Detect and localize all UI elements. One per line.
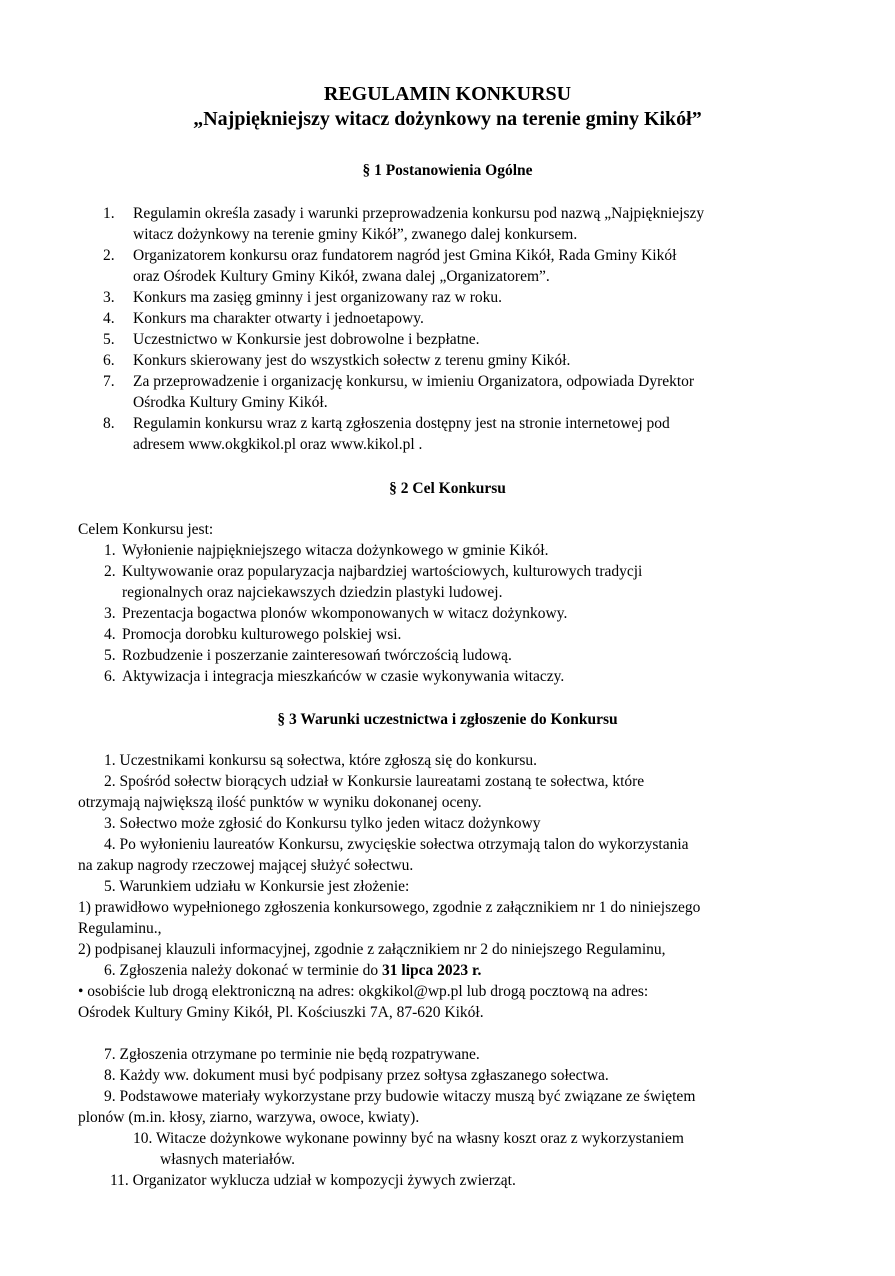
- paragraph-line: 8. Każdy ww. dokument musi być podpisany przez sołtysa zgłaszanego sołectwa.: [104, 1067, 609, 1084]
- list-item: oraz Ośrodek Kultury Gminy Kikół, zwana dalej „Organizatorem”.: [133, 268, 550, 285]
- paragraph-line: plonów (m.in. kłosy, ziarno, warzywa, owoce, kwiaty).: [78, 1109, 420, 1126]
- deadline-text: 6. Zgłoszenia należy dokonać w terminie do: [104, 962, 383, 979]
- list-item-number: 6.: [104, 668, 116, 685]
- list-item: Organizatorem konkursu oraz fundatorem nagród jest Gmina Kikół, Rada Gminy Kikół: [133, 247, 677, 264]
- paragraph-line: 5. Warunkiem udziału w Konkursie jest złożenie:: [104, 878, 410, 895]
- paragraph-line: 9. Podstawowe materiały wykorzystane przy budowie witaczy muszą być związane ze świętem: [104, 1088, 696, 1105]
- list-item: Kultywowanie oraz popularyzacja najbardziej wartościowych, kulturowych tradycji: [122, 563, 643, 580]
- deadline-line: [104, 960, 481, 981]
- paragraph-line: 3. Sołectwo może zgłosić do Konkursu tylko jeden witacz dożynkowy: [104, 815, 541, 832]
- paragraph-line: 7. Zgłoszenia otrzymane po terminie nie będą rozpatrywane.: [104, 1046, 480, 1063]
- paragraph-line: 2) podpisanej klauzuli informacyjnej, zgodnie z załącznikiem nr 2 do niniejszego Regulaminu,: [78, 941, 666, 958]
- deadline-date: 31 lipca 2023 r.: [382, 962, 482, 979]
- list-item: Konkurs ma zasięg gminny i jest organizowany raz w roku.: [133, 289, 503, 306]
- list-item: Aktywizacja i integracja mieszkańców w czasie wykonywania witaczy.: [122, 668, 565, 685]
- paragraph-line: 10. Witacze dożynkowe wykonane powinny być na własny koszt oraz z wykorzystaniem: [133, 1130, 684, 1147]
- paragraph-line: • osobiście lub drogą elektroniczną na adres: okgkikol@wp.pl lub drogą pocztową na adres:: [78, 983, 649, 1000]
- paragraph-line: 11. Organizator wyklucza udział w kompozycji żywych zwierząt.: [110, 1172, 516, 1189]
- list-item: Promocja dorobku kulturowego polskiej wsi.: [122, 626, 402, 643]
- list-item-number: 2.: [103, 247, 115, 264]
- list-item: adresem www.okgkikol.pl oraz www.kikol.pl .: [133, 436, 423, 453]
- list-item-number: 5.: [104, 647, 116, 664]
- paragraph-line: Ośrodek Kultury Gminy Kikół, Pl. Kościuszki 7A, 87-620 Kikół.: [78, 1004, 484, 1021]
- paragraph-line: otrzymają największą ilość punktów w wyniku dokonanej oceny.: [78, 794, 482, 811]
- list-item-number: 8.: [103, 415, 115, 432]
- paragraph-line: 4. Po wyłonieniu laureatów Konkursu, zwycięskie sołectwa otrzymają talon do wykorzystania: [104, 836, 689, 853]
- document-title: REGULAMIN KONKURSU: [323, 83, 572, 105]
- paragraph-line: 1) prawidłowo wypełnionego zgłoszenia konkursowego, zgodnie z załącznikiem nr 1 do niniejszego: [78, 899, 701, 916]
- paragraph-line: własnych materiałów.: [160, 1151, 296, 1168]
- section-1-heading: § 1 Postanowienia Ogólne: [362, 162, 533, 179]
- list-item: Regulamin konkursu wraz z kartą zgłoszenia dostępny jest na stronie internetowej pod: [133, 415, 670, 432]
- list-item: Konkurs skierowany jest do wszystkich sołectw z terenu gminy Kikół.: [133, 352, 571, 369]
- list-item-number: 3.: [103, 289, 115, 306]
- section-2-heading: § 2 Cel Konkursu: [389, 480, 506, 497]
- paragraph-line: 2. Spośród sołectw biorących udział w Konkursie laureatami zostaną te sołectwa, które: [104, 773, 645, 790]
- list-item: Za przeprowadzenie i organizację konkursu, w imieniu Organizatora, odpowiada Dyrektor: [133, 373, 695, 390]
- list-item: Regulamin określa zasady i warunki przeprowadzenia konkursu pod nazwą „Najpiękniejszy: [133, 205, 705, 222]
- list-item: Wyłonienie najpiękniejszego witacza dożynkowego w gminie Kikół.: [122, 542, 549, 559]
- paragraph-line: Regulaminu.,: [78, 920, 162, 937]
- document-subtitle: „Najpiękniejszy witacz dożynkowy na terenie gminy Kikół”: [193, 108, 702, 130]
- list-item: regionalnych oraz najciekawszych dziedzin plastyki ludowej.: [122, 584, 503, 601]
- list-item: Konkurs ma charakter otwarty i jednoetapowy.: [133, 310, 424, 327]
- list-item: witacz dożynkowy na terenie gminy Kikół”, zwanego dalej konkursem.: [133, 226, 578, 243]
- list-item-number: 1.: [103, 205, 115, 222]
- list-item: Rozbudzenie i poszerzanie zainteresowań twórczością ludową.: [122, 647, 512, 664]
- list-item-number: 2.: [104, 563, 116, 580]
- paragraph-line: 1. Uczestnikami konkursu są sołectwa, które zgłoszą się do konkursu.: [104, 752, 538, 769]
- list-item: Ośrodka Kultury Gminy Kikół.: [133, 394, 328, 411]
- list-item: Uczestnictwo w Konkursie jest dobrowolne i bezpłatne.: [133, 331, 480, 348]
- section-3-heading: § 3 Warunki uczestnictwa i zgłoszenie do Konkursu: [277, 711, 618, 728]
- section-2-intro: Celem Konkursu jest:: [78, 521, 214, 538]
- paragraph-line: na zakup nagrody rzeczowej mającej służyć sołectwu.: [78, 857, 414, 874]
- list-item-number: 6.: [103, 352, 115, 369]
- list-item-number: 5.: [103, 331, 115, 348]
- list-item-number: 7.: [103, 373, 115, 390]
- list-item-number: 3.: [104, 605, 116, 622]
- list-item: Prezentacja bogactwa plonów wkomponowanych w witacz dożynkowy.: [122, 605, 568, 622]
- list-item-number: 4.: [104, 626, 116, 643]
- list-item-number: 1.: [104, 542, 116, 559]
- list-item-number: 4.: [103, 310, 115, 327]
